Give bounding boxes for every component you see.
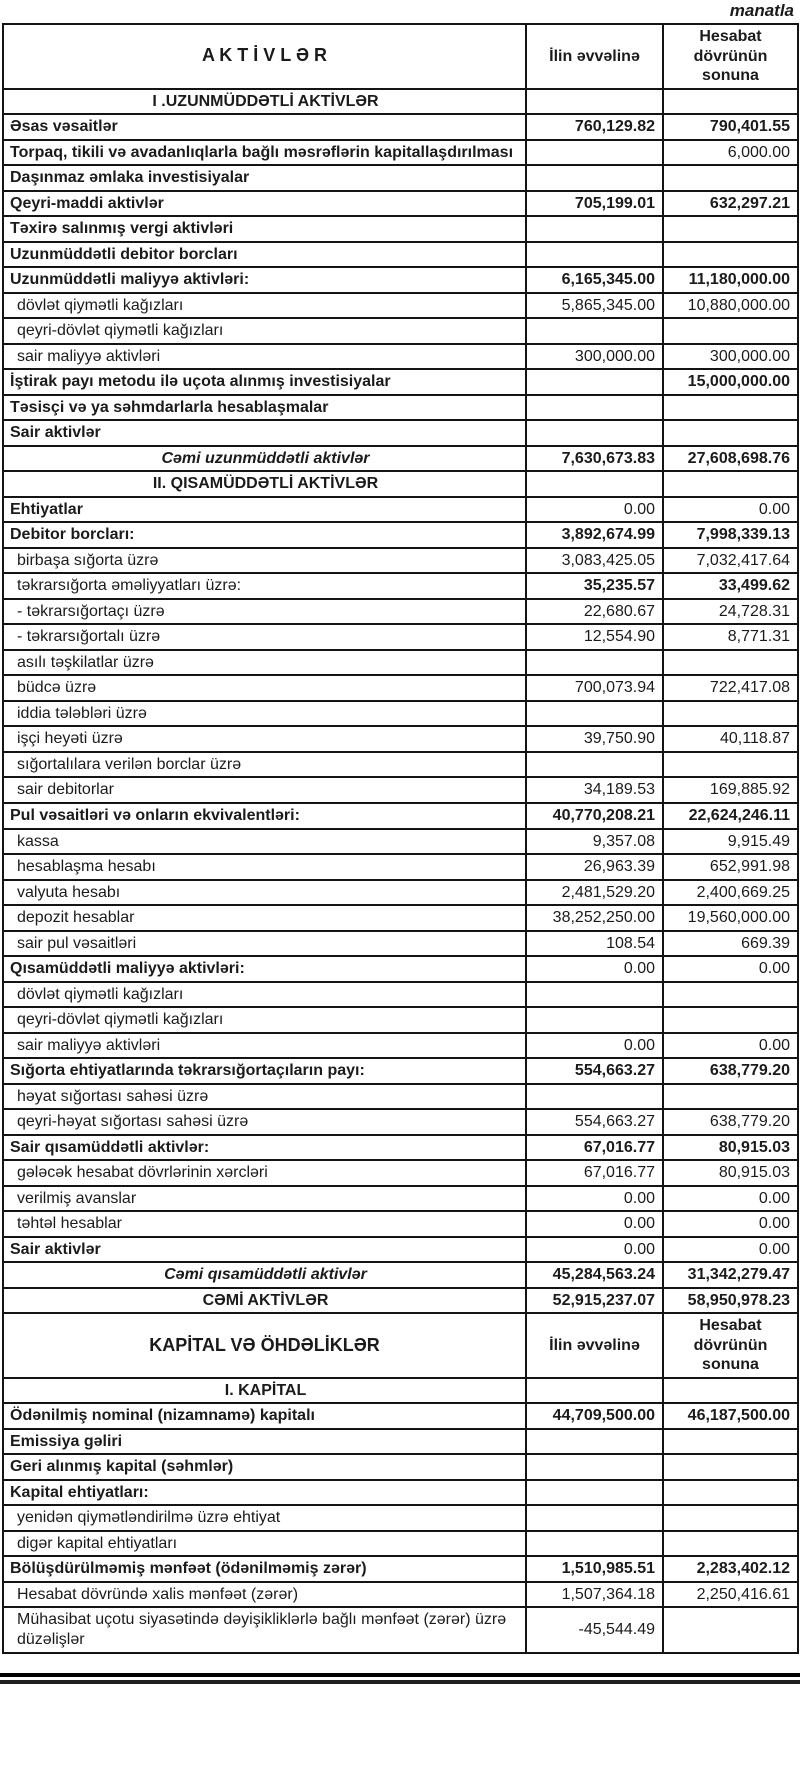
row-label: iddia tələbləri üzrə <box>3 701 526 727</box>
value-begin-cell: 6,165,345.00 <box>526 267 663 293</box>
row-label: büdcə üzrə <box>3 675 526 701</box>
value-begin-cell <box>526 1429 663 1455</box>
value-begin-cell: 34,189.53 <box>526 777 663 803</box>
table-row <box>3 522 798 548</box>
row-label: - təkrarsığortalı üzrə <box>3 624 526 650</box>
row-label: sair pul vəsaitləri <box>3 931 526 957</box>
col-header-begin: İlin əvvəlinə <box>526 24 663 89</box>
row-label: I .UZUNMÜDDƏTLİ AKTİVLƏR <box>3 89 526 115</box>
row-label: təhtəl hesablar <box>3 1211 526 1237</box>
table-row <box>3 650 798 676</box>
col-header-end: Hesabat dövrünün sonuna <box>663 1313 798 1378</box>
table-title-cell: KAPİTAL VƏ ÖHDƏLİKLƏR <box>3 1313 526 1378</box>
row-label: Təsisçi və ya səhmdarlarla hesablaşmalar <box>3 395 526 421</box>
value-begin-cell <box>526 395 663 421</box>
value-end-cell <box>663 420 798 446</box>
value-begin-cell: 38,252,250.00 <box>526 905 663 931</box>
table-row <box>3 931 798 957</box>
value-end-cell: 2,283,402.12 <box>663 1556 798 1582</box>
value-end-cell <box>663 471 798 497</box>
value-begin-cell: 3,892,674.99 <box>526 522 663 548</box>
value-begin-cell: 0.00 <box>526 956 663 982</box>
value-end-cell: 0.00 <box>663 1186 798 1212</box>
table-row <box>3 1033 798 1059</box>
row-label: Torpaq, tikili və avadanlıqlarla bağlı məsrəflərin kapitallaşdırılması <box>3 140 526 166</box>
table-row <box>3 1429 798 1455</box>
table-row <box>3 1211 798 1237</box>
value-end-cell <box>663 1429 798 1455</box>
value-end-cell: 632,297.21 <box>663 191 798 217</box>
value-begin-cell: 67,016.77 <box>526 1160 663 1186</box>
value-begin-cell: 9,357.08 <box>526 829 663 855</box>
value-begin-cell <box>526 1378 663 1404</box>
value-begin-cell <box>526 982 663 1008</box>
table-row <box>3 752 798 778</box>
value-end-cell <box>663 216 798 242</box>
table-row <box>3 624 798 650</box>
table-row <box>3 242 798 268</box>
value-end-cell: 2,250,416.61 <box>663 1582 798 1608</box>
row-label: birbaşa sığorta üzrə <box>3 548 526 574</box>
value-begin-cell <box>526 1505 663 1531</box>
table-row <box>3 1531 798 1557</box>
row-label: Sair qısamüddətli aktivlər: <box>3 1135 526 1161</box>
value-begin-cell: 7,630,673.83 <box>526 446 663 472</box>
table-row <box>3 548 798 574</box>
table-row <box>3 293 798 319</box>
value-begin-cell: 45,284,563.24 <box>526 1262 663 1288</box>
table-row <box>3 675 798 701</box>
value-end-cell <box>663 1454 798 1480</box>
row-label: sair maliyyə aktivləri <box>3 1033 526 1059</box>
value-begin-cell <box>526 420 663 446</box>
row-label: qeyri-həyat sığortası sahəsi üzrə <box>3 1109 526 1135</box>
value-end-cell: 652,991.98 <box>663 854 798 880</box>
row-label: Emissiya gəliri <box>3 1429 526 1455</box>
row-label: Kapital ehtiyatları: <box>3 1480 526 1506</box>
value-begin-cell: 108.54 <box>526 931 663 957</box>
value-end-cell: 0.00 <box>663 1237 798 1263</box>
value-begin-cell: 0.00 <box>526 497 663 523</box>
value-begin-cell <box>526 1007 663 1033</box>
value-begin-cell: 52,915,237.07 <box>526 1288 663 1314</box>
balance-sheet-body <box>3 24 798 1653</box>
table-row <box>3 267 798 293</box>
value-end-cell: 0.00 <box>663 497 798 523</box>
row-label: İştirak payı metodu ilə uçota alınmış investisiyalar <box>3 369 526 395</box>
table-row <box>3 1237 798 1263</box>
value-begin-cell: 26,963.39 <box>526 854 663 880</box>
value-end-cell <box>663 165 798 191</box>
value-begin-cell: 300,000.00 <box>526 344 663 370</box>
table-row <box>3 599 798 625</box>
row-label: dövlət qiymətli kağızları <box>3 982 526 1008</box>
value-end-cell: 19,560,000.00 <box>663 905 798 931</box>
value-begin-cell: 760,129.82 <box>526 114 663 140</box>
table-row <box>3 216 798 242</box>
row-label: dövlət qiymətli kağızları <box>3 293 526 319</box>
table-row <box>3 726 798 752</box>
row-label: kassa <box>3 829 526 855</box>
value-end-cell: 40,118.87 <box>663 726 798 752</box>
table-row <box>3 956 798 982</box>
table-row <box>3 1262 798 1288</box>
row-label: Qeyri-maddi aktivlər <box>3 191 526 217</box>
row-label: Uzunmüddətli maliyyə aktivləri: <box>3 267 526 293</box>
row-label: sair maliyyə aktivləri <box>3 344 526 370</box>
table-row <box>3 1505 798 1531</box>
value-begin-cell: 40,770,208.21 <box>526 803 663 829</box>
value-end-cell: 669.39 <box>663 931 798 957</box>
value-end-cell: 80,915.03 <box>663 1135 798 1161</box>
value-begin-cell <box>526 1531 663 1557</box>
table-row <box>3 1007 798 1033</box>
row-label: Sair aktivlər <box>3 1237 526 1263</box>
table-row <box>3 905 798 931</box>
table-row <box>3 446 798 472</box>
value-end-cell: 0.00 <box>663 1211 798 1237</box>
value-begin-cell <box>526 89 663 115</box>
row-label: verilmiş avanslar <box>3 1186 526 1212</box>
value-end-cell <box>663 1084 798 1110</box>
value-end-cell <box>663 650 798 676</box>
value-end-cell: 33,499.62 <box>663 573 798 599</box>
table-row <box>3 114 798 140</box>
value-end-cell: 9,915.49 <box>663 829 798 855</box>
table-row <box>3 1058 798 1084</box>
assets-header-row <box>3 24 798 89</box>
table-row <box>3 497 798 523</box>
value-end-cell: 46,187,500.00 <box>663 1403 798 1429</box>
table-row <box>3 1378 798 1404</box>
value-end-cell: 2,400,669.25 <box>663 880 798 906</box>
row-label: hesablaşma hesabı <box>3 854 526 880</box>
row-label: Sığorta ehtiyatlarında təkrarsığortaçıların payı: <box>3 1058 526 1084</box>
table-row <box>3 344 798 370</box>
table-row <box>3 854 798 880</box>
table-row <box>3 395 798 421</box>
row-label: sığortalılara verilən borclar üzrə <box>3 752 526 778</box>
value-begin-cell <box>526 165 663 191</box>
row-label: Ehtiyatlar <box>3 497 526 523</box>
row-label: qeyri-dövlət qiymətli kağızları <box>3 318 526 344</box>
value-end-cell: 722,417.08 <box>663 675 798 701</box>
col-header-end: Hesabat dövrünün sonuna <box>663 24 798 89</box>
row-label: yenidən qiymətləndirilmə üzrə ehtiyat <box>3 1505 526 1531</box>
row-label: Bölüşdürülməmiş mənfəət (ödənilməmiş zərər) <box>3 1556 526 1582</box>
row-label: gələcək hesabat dövrlərinin xərcləri <box>3 1160 526 1186</box>
row-label: Geri alınmış kapital (səhmlər) <box>3 1454 526 1480</box>
table-row <box>3 1454 798 1480</box>
row-label: asılı təşkilatlar üzrə <box>3 650 526 676</box>
row-label: CƏMİ AKTİVLƏR <box>3 1288 526 1314</box>
table-row <box>3 165 798 191</box>
bottom-double-rule <box>0 1673 800 1684</box>
table-row <box>3 1480 798 1506</box>
row-label: Təxirə salınmış vergi aktivləri <box>3 216 526 242</box>
balance-sheet-table <box>2 23 799 1654</box>
capital-header-row <box>3 1313 798 1378</box>
value-end-cell: 300,000.00 <box>663 344 798 370</box>
value-end-cell: 11,180,000.00 <box>663 267 798 293</box>
row-label: Pul vəsaitləri və onların ekvivalentləri: <box>3 803 526 829</box>
row-label: Hesabat dövründə xalis mənfəət (zərər) <box>3 1582 526 1608</box>
row-label: II. QISAMÜDDƏTLİ AKTİVLƏR <box>3 471 526 497</box>
value-begin-cell: 554,663.27 <box>526 1109 663 1135</box>
value-end-cell: 6,000.00 <box>663 140 798 166</box>
value-end-cell: 22,624,246.11 <box>663 803 798 829</box>
value-end-cell: 58,950,978.23 <box>663 1288 798 1314</box>
value-begin-cell <box>526 650 663 676</box>
value-begin-cell <box>526 140 663 166</box>
value-begin-cell: 22,680.67 <box>526 599 663 625</box>
table-row <box>3 420 798 446</box>
value-end-cell <box>663 1378 798 1404</box>
row-label: digər kapital ehtiyatları <box>3 1531 526 1557</box>
row-label: təkrarsığorta əməliyyatları üzrə: <box>3 573 526 599</box>
value-end-cell <box>663 1480 798 1506</box>
row-label: qeyri-dövlət qiymətli kağızları <box>3 1007 526 1033</box>
value-end-cell <box>663 752 798 778</box>
value-end-cell: 638,779.20 <box>663 1109 798 1135</box>
value-end-cell <box>663 1531 798 1557</box>
value-begin-cell: 0.00 <box>526 1237 663 1263</box>
value-begin-cell: 1,507,364.18 <box>526 1582 663 1608</box>
value-begin-cell <box>526 1454 663 1480</box>
value-begin-cell <box>526 471 663 497</box>
value-begin-cell <box>526 752 663 778</box>
value-begin-cell: 1,510,985.51 <box>526 1556 663 1582</box>
value-begin-cell: -45,544.49 <box>526 1607 663 1652</box>
value-begin-cell: 705,199.01 <box>526 191 663 217</box>
value-end-cell <box>663 1505 798 1531</box>
row-label: Uzunmüddətli debitor borcları <box>3 242 526 268</box>
table-row <box>3 1186 798 1212</box>
row-label: Cəmi uzunmüddətli aktivlər <box>3 446 526 472</box>
value-begin-cell: 0.00 <box>526 1211 663 1237</box>
value-begin-cell <box>526 1480 663 1506</box>
row-label: Debitor borcları: <box>3 522 526 548</box>
value-begin-cell: 67,016.77 <box>526 1135 663 1161</box>
row-label: I. KAPİTAL <box>3 1378 526 1404</box>
value-begin-cell: 5,865,345.00 <box>526 293 663 319</box>
value-end-cell: 27,608,698.76 <box>663 446 798 472</box>
value-end-cell: 8,771.31 <box>663 624 798 650</box>
table-row <box>3 1607 798 1652</box>
value-end-cell <box>663 395 798 421</box>
value-end-cell: 80,915.03 <box>663 1160 798 1186</box>
currency-unit-label: manatla <box>729 1 794 20</box>
value-begin-cell <box>526 369 663 395</box>
row-label: Sair aktivlər <box>3 420 526 446</box>
value-begin-cell: 35,235.57 <box>526 573 663 599</box>
row-label: Mühasibat uçotu siyasətində dəyişikliklərlə bağlı mənfəət (zərər) üzrə düzəlişlər <box>3 1607 526 1652</box>
value-end-cell: 7,032,417.64 <box>663 548 798 574</box>
table-row <box>3 982 798 1008</box>
table-row <box>3 573 798 599</box>
table-row <box>3 89 798 115</box>
row-label: həyat sığortası sahəsi üzrə <box>3 1084 526 1110</box>
value-begin-cell: 12,554.90 <box>526 624 663 650</box>
table-row <box>3 1135 798 1161</box>
value-begin-cell: 2,481,529.20 <box>526 880 663 906</box>
table-title-cell: A K T İ V L Ə R <box>3 24 526 89</box>
value-end-cell <box>663 701 798 727</box>
table-row <box>3 471 798 497</box>
value-begin-cell <box>526 701 663 727</box>
table-row <box>3 777 798 803</box>
value-begin-cell: 700,073.94 <box>526 675 663 701</box>
value-end-cell <box>663 242 798 268</box>
table-row <box>3 880 798 906</box>
value-end-cell: 15,000,000.00 <box>663 369 798 395</box>
value-end-cell <box>663 318 798 344</box>
row-label: Cəmi qısamüddətli aktivlər <box>3 1262 526 1288</box>
value-begin-cell <box>526 1084 663 1110</box>
row-label: işçi heyəti üzrə <box>3 726 526 752</box>
row-label: sair debitorlar <box>3 777 526 803</box>
value-end-cell <box>663 1007 798 1033</box>
value-end-cell: 31,342,279.47 <box>663 1262 798 1288</box>
value-begin-cell: 44,709,500.00 <box>526 1403 663 1429</box>
table-row <box>3 1556 798 1582</box>
value-begin-cell: 554,663.27 <box>526 1058 663 1084</box>
value-begin-cell <box>526 242 663 268</box>
table-row <box>3 829 798 855</box>
row-label: Ödənilmiş nominal (nizamnamə) kapitalı <box>3 1403 526 1429</box>
value-end-cell: 790,401.55 <box>663 114 798 140</box>
value-begin-cell <box>526 216 663 242</box>
table-row <box>3 1582 798 1608</box>
value-begin-cell <box>526 318 663 344</box>
table-row <box>3 1160 798 1186</box>
value-begin-cell: 0.00 <box>526 1186 663 1212</box>
table-row <box>3 1403 798 1429</box>
table-row <box>3 369 798 395</box>
table-row <box>3 191 798 217</box>
table-row <box>3 1109 798 1135</box>
value-end-cell: 0.00 <box>663 956 798 982</box>
table-row <box>3 1288 798 1314</box>
value-end-cell: 7,998,339.13 <box>663 522 798 548</box>
row-label: Qısamüddətli maliyyə aktivləri: <box>3 956 526 982</box>
value-end-cell: 169,885.92 <box>663 777 798 803</box>
value-begin-cell: 0.00 <box>526 1033 663 1059</box>
value-end-cell <box>663 1607 798 1652</box>
col-header-begin: İlin əvvəlinə <box>526 1313 663 1378</box>
table-row <box>3 803 798 829</box>
value-end-cell: 10,880,000.00 <box>663 293 798 319</box>
row-label: Daşınmaz əmlaka investisiyalar <box>3 165 526 191</box>
row-label: depozit hesablar <box>3 905 526 931</box>
value-end-cell <box>663 982 798 1008</box>
table-row <box>3 701 798 727</box>
row-label: Əsas vəsaitlər <box>3 114 526 140</box>
table-row <box>3 1084 798 1110</box>
table-row <box>3 140 798 166</box>
value-begin-cell: 39,750.90 <box>526 726 663 752</box>
value-end-cell <box>663 89 798 115</box>
row-label: - təkrarsığortaçı üzrə <box>3 599 526 625</box>
value-end-cell: 638,779.20 <box>663 1058 798 1084</box>
value-end-cell: 24,728.31 <box>663 599 798 625</box>
value-end-cell: 0.00 <box>663 1033 798 1059</box>
value-begin-cell: 3,083,425.05 <box>526 548 663 574</box>
row-label: valyuta hesabı <box>3 880 526 906</box>
table-row <box>3 318 798 344</box>
